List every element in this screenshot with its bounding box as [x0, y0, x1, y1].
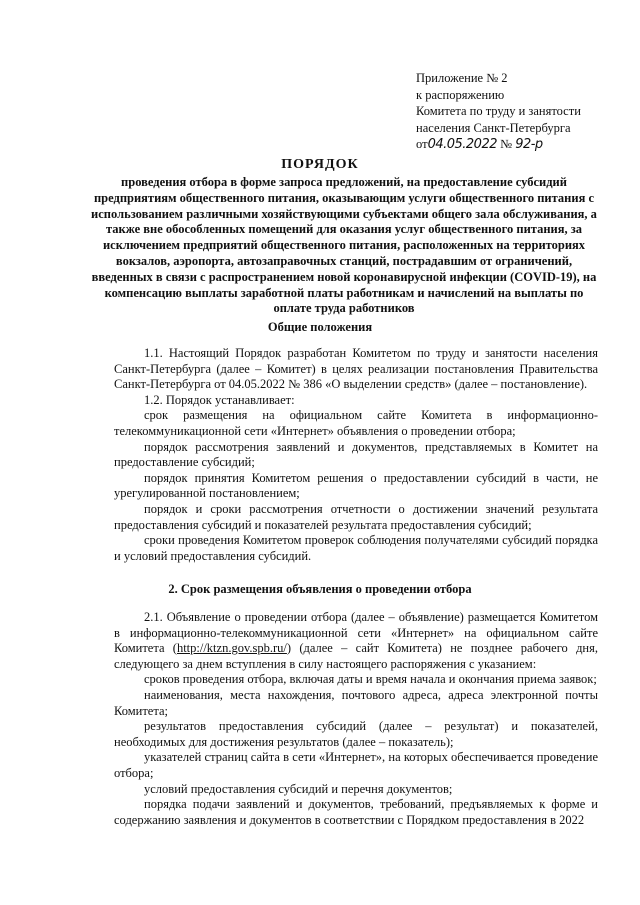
paragraph: указателей страниц сайта в сети «Интернет», на которых обеспечивается проведение отбора; — [114, 750, 598, 780]
annex-line-1: Приложение № 2 — [416, 71, 508, 85]
document-subtitle: проведения отбора в форме запроса предложений, на предоставление субсидий предприятиям общественного питания, оказывающим услуги общественного питания с использованием различными хозяйствующими субъектами общего зала обслуживания, а также вне обособленных помещений для оказания услуг общественного питания, за исключением предприятий общественного питания, расположенных на территориях вокзалов, аэропорта, автозаправочных станций, пострадавшим от ограничений, введенных в связи с распространением новой коронавирусной инфекции (COVID-19), на компенсацию выплаты заработной платы работникам и начислений на выплаты по оплате труда работников — [91, 175, 597, 316]
paragraph: условий предоставления субсидий и перечня документов; — [144, 781, 453, 796]
annex-number-handwritten: 92-р — [515, 137, 543, 152]
paragraph: срок размещения на официальном сайте Комитета в информационно-телекоммуникационной сети «Интернет» объявления о проведении отбора; — [114, 408, 598, 438]
annex-line-3: Комитета по труду и занятости — [416, 104, 581, 118]
paragraph: наименования, места нахождения, почтового адреса, адреса электронной почты Комитета; — [114, 687, 598, 718]
paragraph: порядок рассмотрения заявлений и документов, представляемых в Комитет на предоставление субсидий; — [114, 439, 598, 470]
paragraph: 1.2. Порядок устанавливает: — [144, 392, 295, 407]
paragraph-text: ) (далее – сайт Комитета) не позднее рабочего дня, следующего за днем вступления в силу настоящего распоряжения с указанием: — [114, 641, 598, 671]
annex-date-number-line — [416, 136, 626, 154]
paragraph: сроки проведения Комитетом проверок соблюдения получателями субсидий порядка и условий предоставления субсидий. — [114, 533, 598, 563]
paragraph: сроков проведения отбора, включая даты и время начала и окончания приема заявок; — [144, 672, 597, 687]
annex-number-label: № — [500, 137, 513, 151]
annex-line-4: населения Санкт-Петербурга — [416, 120, 571, 135]
document-title: ПОРЯДОК — [281, 157, 359, 172]
annex-line-2: к распоряжению — [416, 87, 505, 102]
paragraph: порядка подачи заявлений и документов, требований, предъявляемых к форме и содержанию заявления и документов в соответствии с Порядком предоставления в 2022 — [114, 797, 598, 827]
paragraph-text: 2.1. Объявление о проведении отбора (далее – объявление) размещается Комитетом в информационно-телекоммуникационной сети «Интернет» на официальном сайте Комитета ( — [114, 610, 598, 656]
section-1-body — [114, 346, 598, 564]
committee-site-link[interactable]: http://ktzn.gov.spb.ru/ — [176, 641, 287, 656]
paragraph: порядок и сроки рассмотрения отчетности о достижении значений результата предоставления субсидий и показателей результата предоставления субсидий; — [114, 501, 598, 532]
paragraph-2-1 — [114, 610, 598, 672]
paragraph: результатов предоставления субсидий (далее – результат) и показателей, необходимых для достижения результатов (далее – показатель); — [114, 719, 598, 749]
section-1-heading: Общие положения — [267, 320, 373, 334]
paragraph: порядок принятия Комитетом решения о предоставлении субсидий в части, не урегулированной постановлением; — [114, 470, 598, 501]
section-2-heading: 2. Срок размещения объявления о проведении отбора — [168, 582, 472, 596]
annex-date-handwritten: 04.05.2022 — [427, 137, 497, 152]
annex-from-label: от — [416, 137, 428, 151]
annex-block — [416, 70, 626, 154]
section-2-body — [114, 610, 598, 828]
paragraph: 1.1. Настоящий Порядок разработан Комитетом по труду и занятости населения Санкт-Петербурга (далее – Комитет) в целях реализации постановления Правительства Санкт-Петербурга от 04.05.2022 № 386 «О выделении средств» (далее – постановление). — [114, 346, 598, 392]
